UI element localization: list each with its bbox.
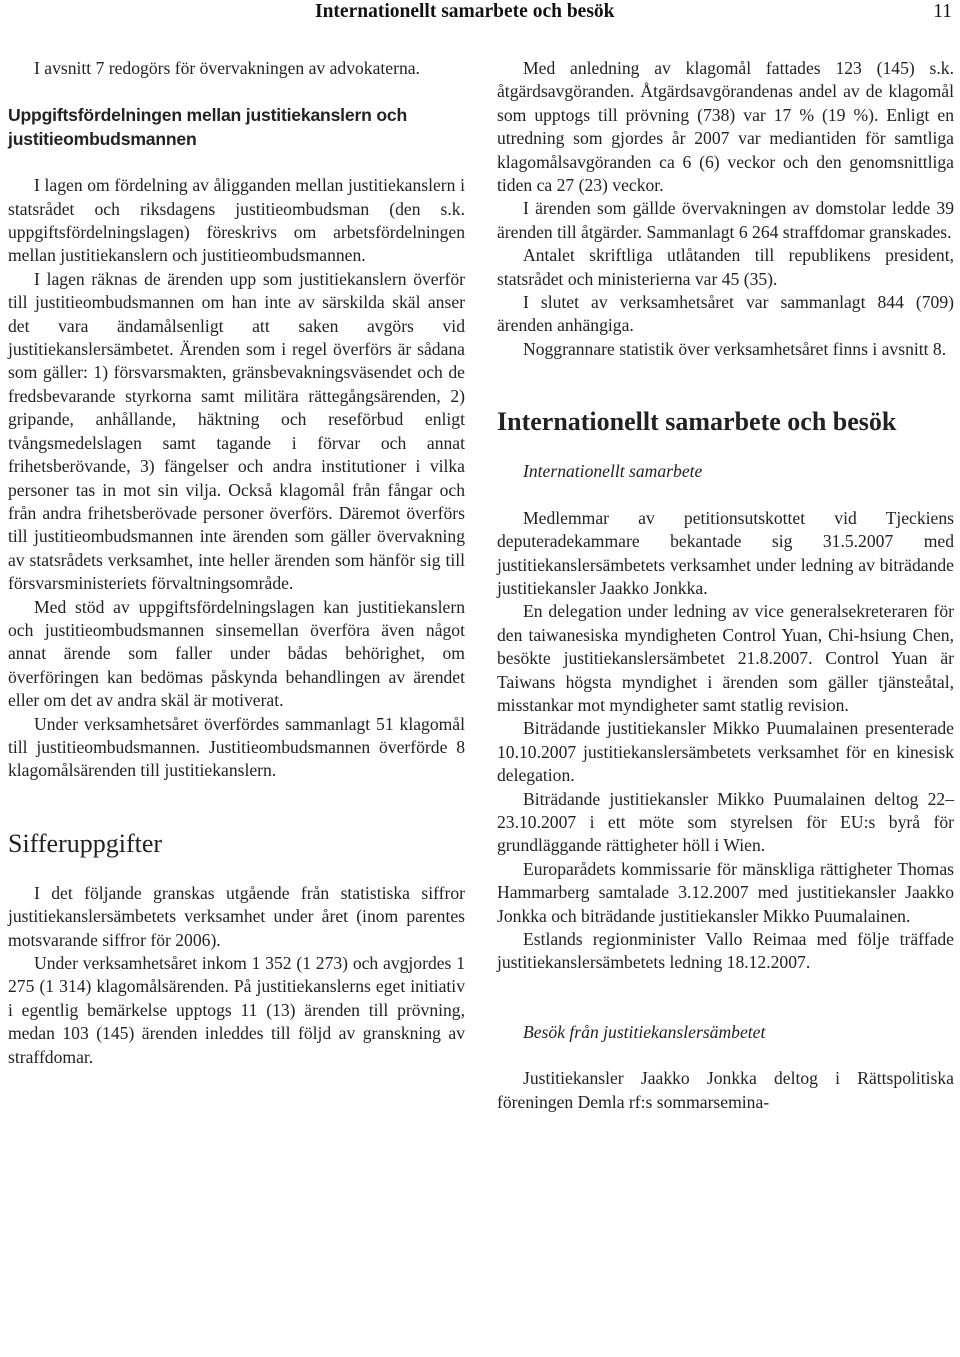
body-paragraph: Med stöd av uppgiftsfördelningslagen kan justitiekanslern och justitieombudsmannen sinsemellan överföra även något annat ärende som faller under bådas behörighet, om överföringen kan bedömas påskynda behandlingen av ärendet eller om det av andra skäl är motiverat. — [8, 596, 465, 711]
body-paragraph: Europarådets kommissarie för mänskliga rättigheter Thomas Hammarberg samtalade 3.12.2007 med justitiekansler Jaakko Jonkka och biträdande justitiekansler Mikko Puumalainen. — [497, 858, 954, 926]
body-paragraph: I det följande granskas utgående från statistiska siffror justitiekanslersämbetets verksamhet under året (inom parentes motsvarande siffror för 2006). — [8, 882, 465, 950]
division-heading: Uppgiftsfördelningen mellan justitiekanslern och justitieombudsmannen — [8, 105, 408, 149]
coop-subheading: Internationellt samarbete — [523, 461, 703, 482]
body-paragraph: En delegation under ledning av vice generalsekreteraren för den taiwanesiska myndigheten Control Yuan, Chi-hsiung Chen, besökte justitiekanslersämbetet 21.8.2007. Control Yuan är Taiwans högsta myndighet i ärenden som gäller tjänsteåtal, misstankar mot myndigheter samt statlig revision. — [497, 601, 954, 715]
intro-paragraph: I avsnitt 7 redogörs för övervakningen av advokaterna. — [34, 58, 420, 78]
body-paragraph: I slutet av verksamhetsåret var sammanlagt 844 (709) ärenden anhängiga. — [497, 292, 954, 336]
body-paragraph: I lagen räknas de ärenden upp som justitiekanslern överför till justitieombudsmannen om han inte av särskilda skäl anser det vara ändamålsenligt att saken avgörs vid justitiekanslersämbetet. Ärenden som i regel överförs är sådana som gäller: 1) försvarsmakten, gränsbevakningsväsendet och de fredsbevarande styrkorna samt militära rättegångsärenden, 2) gripande, anhållande, häktning och reseförbud enligt tvångsmedelslagen samt tagande i förvar och annat frihetsberövande, 3) fängelser och andra institutioner i vilka personer tas in mot sin vilja. Också klagomål från fångar och från andra frihetsberövade personer överförs. Däremot överförs till justitieombudsmannen inte ärenden som gäller övervakning av statsrådets verksamhet, inte heller ärenden som hänför sig till försvarsministeriets förvaltningsområde. — [8, 268, 465, 594]
body-paragraph: I ärenden som gällde övervakningen av domstolar ledde 39 ärenden till åtgärder. Sammanlagt 6 264 straffdomar granskades. — [497, 198, 954, 242]
body-paragraph: Under verksamhetsåret inkom 1 352 (1 273) och avgjordes 1 275 (1 314) klagomålsärenden. På justitiekanslerns eget initiativ i egentlig bemärkelse upptogs 11 (13) ärenden till prövning, medan 103 (145) ärenden inleddes till följd av granskning av straffdomar. — [8, 953, 465, 1067]
body-paragraph: I lagen om fördelning av åligganden mellan justitiekanslern i statsrådet och riksdagens justitieombudsman (den s.k. uppgiftsfördelningslagen) föreskrivs om arbetsfördelningen mellan justitiekanslern och justitieombudsmannen. — [8, 175, 465, 266]
left-column — [8, 57, 465, 1069]
body-paragraph: Noggrannare statistik över verksamhetsåret finns i avsnitt 8. — [523, 338, 947, 359]
body-paragraph: Justitiekansler Jaakko Jonkka deltog i Rättspolitiska föreningen Demla rf:s sommarsemina- — [497, 1068, 954, 1112]
body-paragraph: Estlands regionminister Vallo Reimaa med följe träffade justitiekanslersämbetets ledning 18.12.2007. — [497, 929, 954, 973]
running-header — [0, 0, 960, 30]
body-paragraph: Antalet skriftliga utlåtanden till republikens president, statsrådet och ministerierna var 45 (35). — [497, 245, 954, 289]
body-paragraph: Biträdande justitiekansler Mikko Puumalainen deltog 22–23.10.2007 i ett möte som styrelsen för EU:s byrå för grundläggande rättigheter höll i Wien. — [497, 788, 954, 856]
body-paragraph: Medlemmar av petitionsutskottet vid Tjeckiens deputeradekammare bekantade sig 31.5.2007 med justitiekanslersämbetets verksamhet under ledning av biträdande justitiekansler Jaakko Jonkka. — [497, 507, 954, 598]
page-number: 11 — [933, 1, 952, 22]
figures-heading: Sifferuppgifter — [8, 828, 163, 858]
body-paragraph: Med anledning av klagomål fattades 123 (145) s.k. åtgärdsavgöranden. Åtgärdsavgörandenas andel av de klagomål som upptogs till prövning (738) var 17 % (19 %). Enligt en utredning som gjordes år 2007 var mediantiden för samtliga klagomålsavgöranden ca 6 (6) veckor och den genomsnittliga tiden ca 27 (23) veckor. — [497, 58, 954, 196]
body-paragraph: Biträdande justitiekansler Mikko Puumalainen presenterade 10.10.2007 justitiekanslersämbetets verksamhet för en kinesisk delegation. — [497, 718, 954, 786]
running-header-title: Internationellt samarbete och besök — [315, 1, 615, 22]
right-column — [497, 57, 954, 1114]
section-heading: Internationellt samarbete och besök — [497, 407, 897, 437]
visits-subheading: Besök från justitiekanslersämbetet — [523, 1021, 766, 1042]
body-paragraph: Under verksamhetsåret överfördes sammanlagt 51 klagomål till justitieombudsmannen. Justitieombudsmannen överförde 8 klagomålsärenden till justitiekanslern. — [8, 713, 465, 781]
